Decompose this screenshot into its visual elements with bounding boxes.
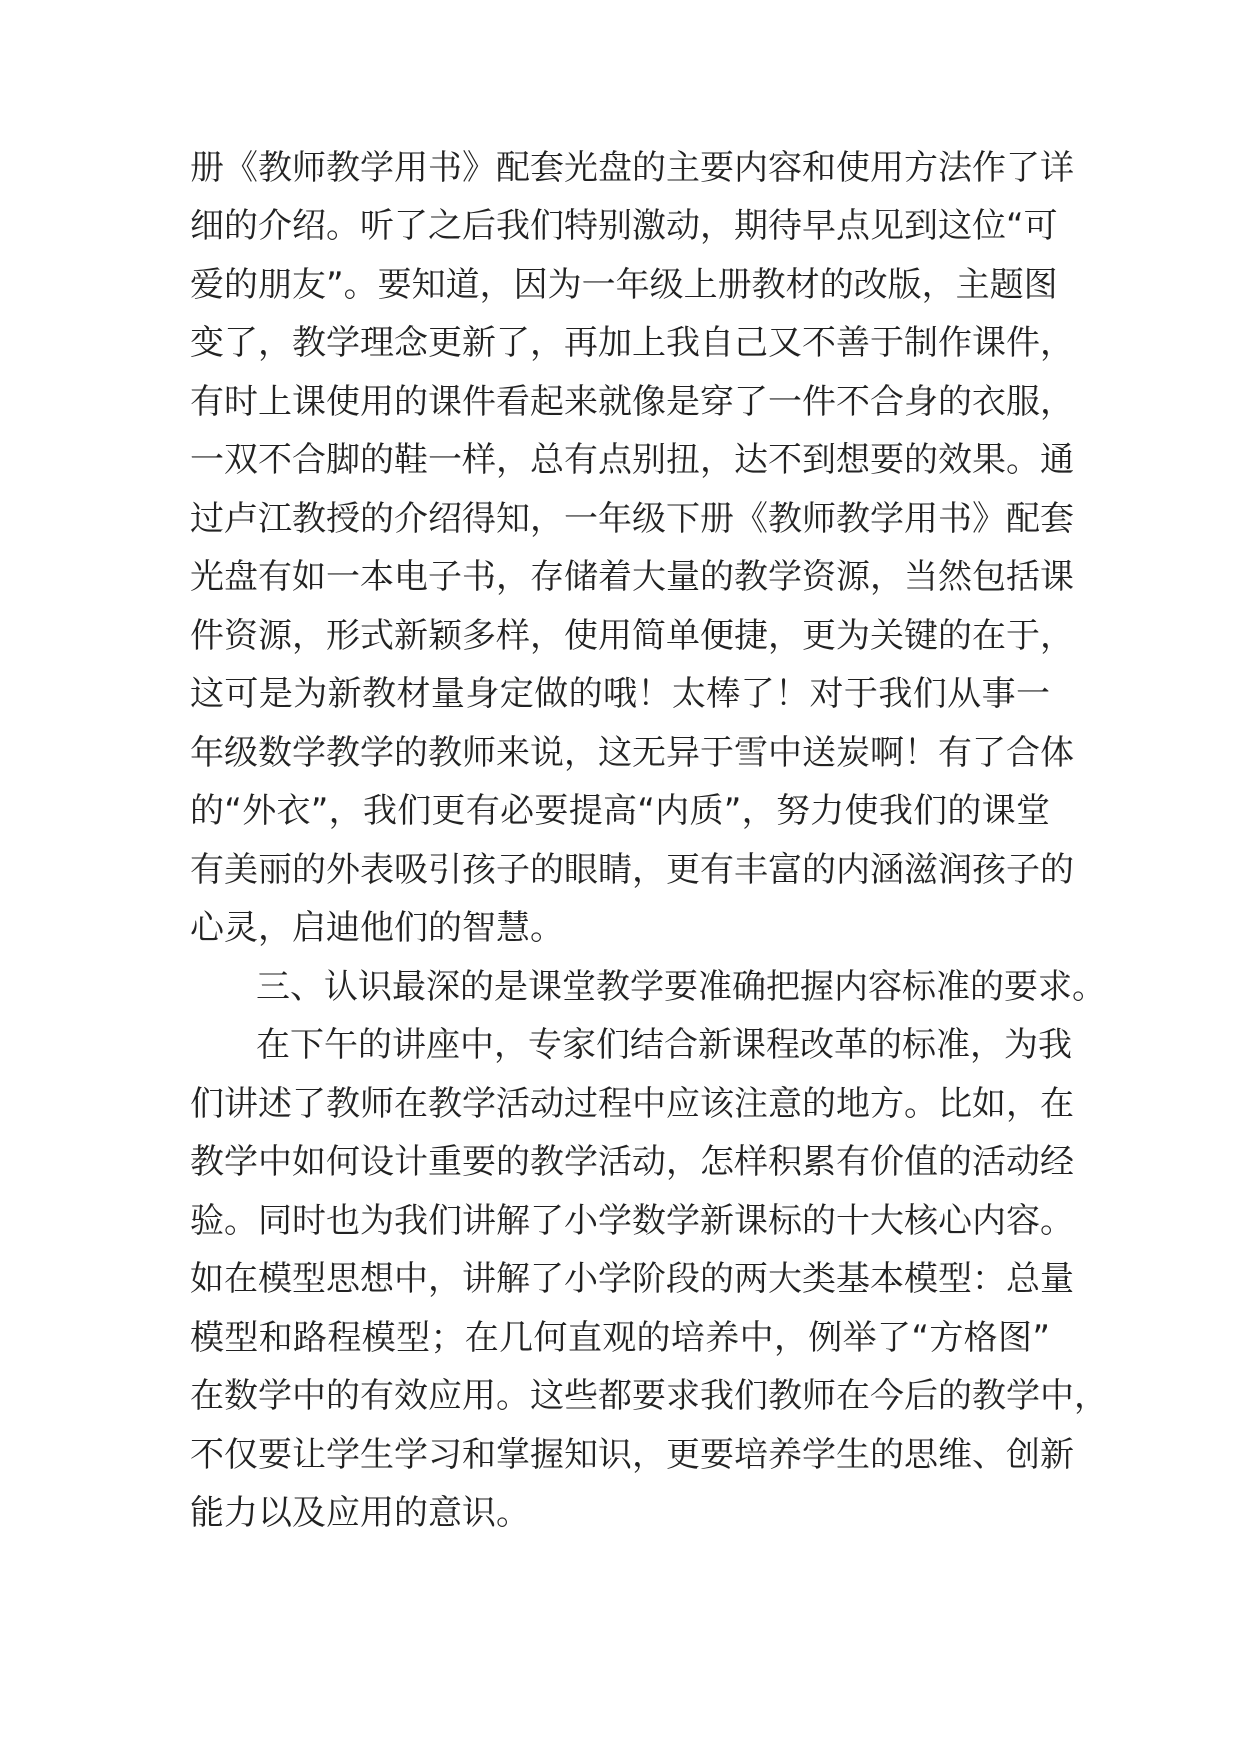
text-line: 一双不合脚的鞋一样，总有点别扭，达不到想要的效果。通 bbox=[190, 440, 1074, 480]
text-line: 们讲述了教师在教学活动过程中应该注意的地方。比如，在 bbox=[190, 1084, 1074, 1124]
section-heading: 三、认识最深的是课堂教学要准确把握内容标准的要求。 bbox=[256, 967, 1106, 1007]
text-line: 有美丽的外表吸引孩子的眼睛，更有丰富的内涵滋润孩子的 bbox=[190, 850, 1074, 890]
text-line: 教学中如何设计重要的教学活动，怎样积累有价值的活动经 bbox=[190, 1142, 1074, 1182]
text-line: 年级数学教学的教师来说，这无异于雪中送炭啊！有了合体 bbox=[190, 733, 1074, 773]
text-line: 不仅要让学生学习和掌握知识，更要培养学生的思维、创新 bbox=[190, 1435, 1074, 1475]
text-line: 件资源，形式新颖多样，使用简单便捷，更为关键的在于， bbox=[190, 616, 1074, 656]
text-line: 验。同时也为我们讲解了小学数学新课标的十大核心内容。 bbox=[190, 1201, 1074, 1241]
text-line: 心灵，启迪他们的智慧。 bbox=[190, 908, 564, 948]
text-line: 爱的朋友”。要知道，因为一年级上册教材的改版，主题图 bbox=[190, 265, 1058, 305]
text-line: 在数学中的有效应用。这些都要求我们教师在今后的教学中， bbox=[190, 1376, 1108, 1416]
text-line: 如在模型思想中，讲解了小学阶段的两大类基本模型：总量 bbox=[190, 1259, 1074, 1299]
text-line: 能力以及应用的意识。 bbox=[190, 1493, 530, 1533]
text-line: 模型和路程模型；在几何直观的培养中，例举了“方格图” bbox=[190, 1318, 1050, 1358]
text-line: 光盘有如一本电子书，存储着大量的教学资源，当然包括课 bbox=[190, 557, 1074, 597]
text-line: 有时上课使用的课件看起来就像是穿了一件不合身的衣服， bbox=[190, 382, 1074, 422]
text-line: 细的介绍。听了之后我们特别激动，期待早点见到这位“可 bbox=[190, 206, 1058, 246]
text-line: 变了，教学理念更新了，再加上我自己又不善于制作课件， bbox=[190, 323, 1074, 363]
text-line: 在下午的讲座中，专家们结合新课程改革的标准，为我 bbox=[256, 1025, 1072, 1065]
text-line: 过卢江教授的介绍得知，一年级下册《教师教学用书》配套 bbox=[190, 499, 1074, 539]
text-line: 册《教师教学用书》配套光盘的主要内容和使用方法作了详 bbox=[190, 148, 1074, 188]
text-line: 的“外衣”，我们更有必要提高“内质”，努力使我们的课堂 bbox=[190, 791, 1050, 831]
text-line: 这可是为新教材量身定做的哦！太棒了！对于我们从事一 bbox=[190, 674, 1050, 714]
